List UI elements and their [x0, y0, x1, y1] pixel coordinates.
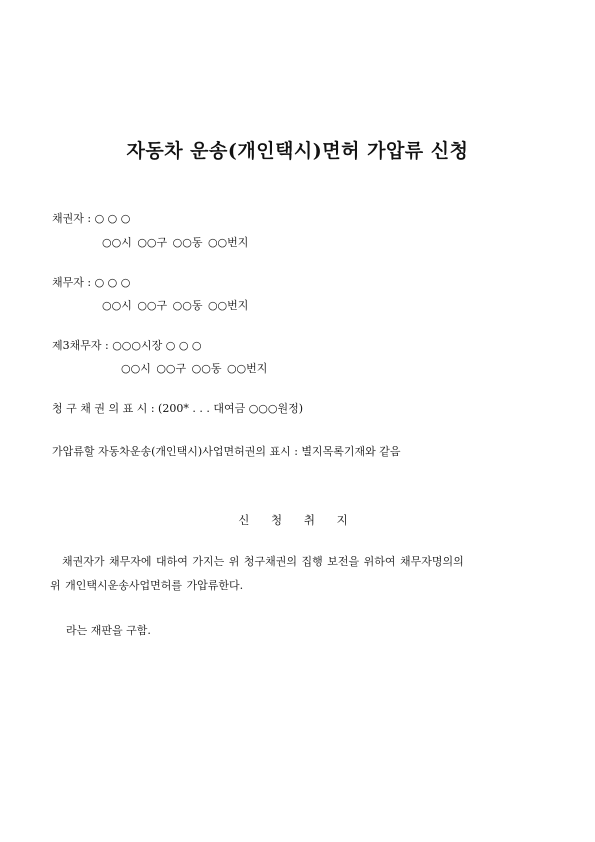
purpose-paragraph — [50, 550, 550, 598]
third-debtor-label: 제3채무자 : ○○○시장 ○ ○ ○ — [52, 339, 202, 352]
claim-statement: 청 구 채 권 의 표 시 : (200* . . . 대여금 ○○○원정) — [52, 402, 304, 415]
third-debtor-address: ○○시 ○○구 ○○동 ○○번지 — [121, 362, 268, 375]
debtor-address: ○○시 ○○구 ○○동 ○○번지 — [102, 299, 249, 312]
creditor-address: ○○시 ○○구 ○○동 ○○번지 — [102, 236, 249, 249]
closing-request: 라는 재판을 구함. — [66, 624, 151, 637]
section-title-purpose: 신 청 취 지 — [238, 513, 357, 527]
purpose-line-1: 채권자가 채무자에 대하여 가지는 위 청구채권의 집행 보전을 위하여 채무자명의의 — [62, 555, 464, 568]
debtor-label: 채무자 : ○ ○ ○ — [52, 276, 131, 289]
purpose-line-2: 위 개인택시운송사업면허를 가압류한다. — [50, 579, 244, 592]
creditor-label: 채권자 : ○ ○ ○ — [52, 212, 131, 225]
document-title: 자동차 운송(개인택시)면허 가압류 신청 — [126, 140, 469, 162]
seizure-target-statement: 가압류할 자동차운송(개인택시)사업면허권의 표시 : 별지목록기재와 같음 — [52, 445, 401, 458]
